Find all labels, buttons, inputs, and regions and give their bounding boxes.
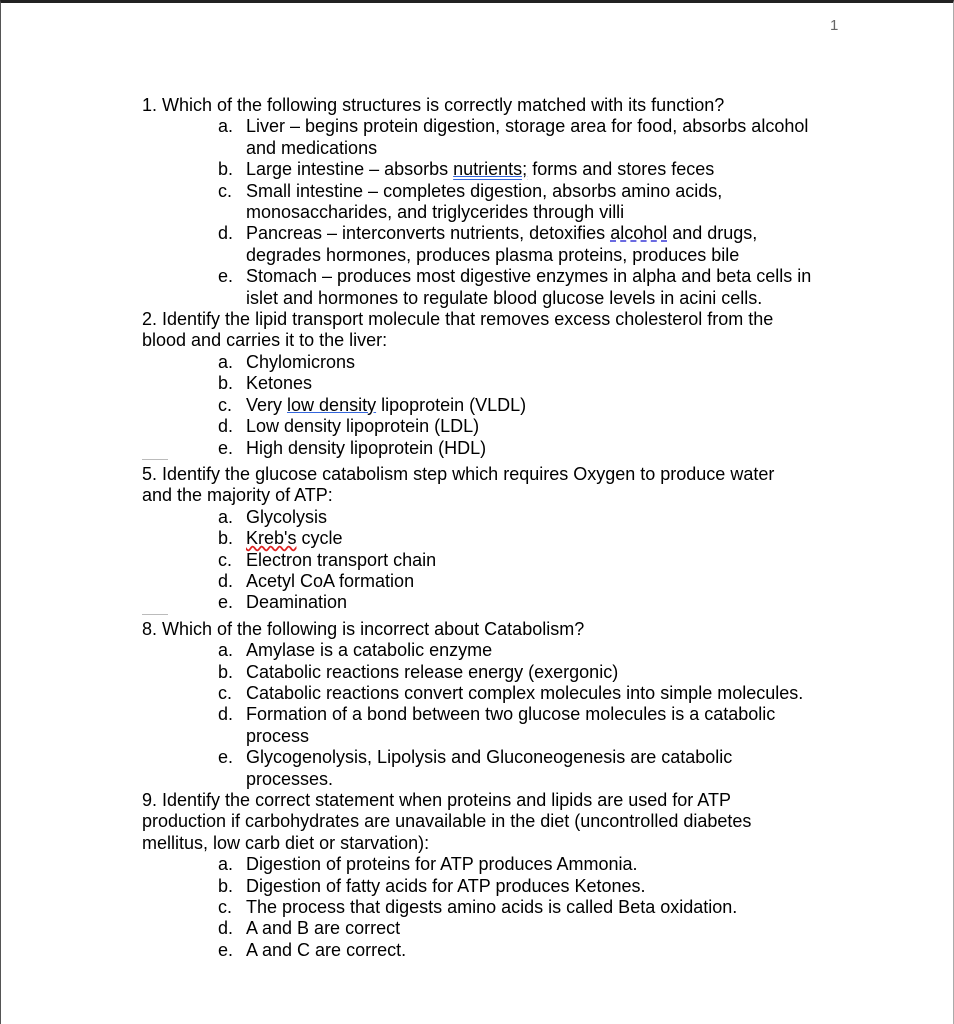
text-line [246, 138, 862, 159]
text-run: Large intestine – absorbs [246, 159, 454, 180]
answer-option [142, 181, 862, 224]
text-run: islet and hormones to regulate blood glucose levels in acini cells. [246, 287, 763, 308]
option-letter: d. [218, 416, 234, 437]
answer-option [142, 373, 862, 394]
answer-option [142, 416, 862, 437]
answer-option [142, 395, 862, 416]
text-line [246, 640, 862, 661]
text-line [246, 940, 862, 961]
option-letter: a. [218, 640, 234, 661]
answer-option [142, 747, 862, 790]
option-letter: c. [218, 180, 233, 201]
text-run: Amylase is a catabolic enzyme [246, 640, 493, 661]
question [142, 309, 862, 459]
option-letter: b. [218, 159, 234, 180]
text-line [246, 202, 862, 223]
text-line [246, 288, 862, 309]
option-letter: b. [218, 661, 234, 682]
text-line [246, 416, 862, 437]
text-line [246, 683, 862, 704]
flagged-word: Kreb's [246, 528, 297, 549]
text-run: process [246, 725, 310, 746]
text-run: Digestion of fatty acids for ATP produces Ketones. [246, 875, 646, 896]
question [142, 464, 862, 614]
option-letter: a. [218, 854, 234, 875]
text-line [246, 116, 862, 137]
text-run: 9. Identify the correct statement when proteins and lipids are used for ATP [142, 790, 731, 810]
option-letter: e. [218, 266, 234, 287]
text-run: blood and carries it to the liver: [142, 330, 388, 351]
text-run: Electron transport chain [246, 549, 437, 570]
option-letter: e. [218, 747, 234, 768]
text-line [246, 854, 862, 875]
answer-option [142, 918, 862, 939]
option-letter: e. [218, 437, 234, 458]
answer-option [142, 550, 862, 571]
text-run: Pancreas – interconverts nutrients, detoxifies [246, 223, 611, 244]
question-stem [142, 619, 862, 640]
text-line [246, 704, 862, 725]
flagged-word: alcohol [610, 223, 668, 244]
text-run: Low density lipoprotein (LDL) [246, 416, 480, 437]
flagged-word: nutrients; [453, 159, 528, 180]
text-run: A and C are correct. [246, 939, 407, 960]
answer-option [142, 683, 862, 704]
comment-marker [142, 459, 168, 460]
answer-option [142, 704, 862, 747]
text-line [246, 876, 862, 897]
text-line [142, 485, 862, 506]
question [142, 790, 862, 961]
text-run: Glycogenolysis, Lipolysis and Gluconeogenesis are catabolic [246, 747, 733, 768]
option-letter: c. [218, 682, 233, 703]
answer-option [142, 662, 862, 683]
answer-option [142, 352, 862, 373]
question [142, 95, 862, 309]
option-letter: a. [218, 351, 234, 372]
text-run: and drugs, [667, 223, 758, 244]
text-run: Acetyl CoA formation [246, 570, 415, 591]
option-letter: c. [218, 394, 233, 415]
text-run: Ketones [246, 373, 313, 394]
option-letter: e. [218, 592, 234, 613]
text-line [142, 309, 862, 330]
text-line [246, 918, 862, 939]
text-run: Deamination [246, 592, 348, 613]
text-line [246, 373, 862, 394]
text-run: The process that digests amino acids is called Beta oxidation. [246, 897, 738, 918]
answer-option [142, 528, 862, 549]
text-run: Glycolysis [246, 506, 328, 527]
text-line [246, 897, 862, 918]
text-line [246, 181, 862, 202]
answer-option [142, 940, 862, 961]
text-run: Very [246, 394, 288, 415]
text-line [246, 352, 862, 373]
option-letter: d. [218, 570, 234, 591]
text-run: A and B are correct [246, 918, 401, 939]
answer-option [142, 897, 862, 918]
question-stem [142, 95, 862, 116]
option-letter: d. [218, 223, 234, 244]
text-line [246, 245, 862, 266]
text-run: Stomach – produces most digestive enzymes in alpha and beta cells in [246, 266, 812, 287]
text-run: Formation of a bond between two glucose molecules is a catabolic [246, 704, 776, 725]
answer-option [142, 592, 862, 613]
text-run: forms and stores feces [527, 159, 715, 180]
text-line [246, 223, 862, 244]
text-line [142, 464, 862, 485]
text-run: production if carbohydrates are unavailable in the diet (uncontrolled diabetes [142, 811, 752, 832]
comment-marker [142, 614, 168, 615]
question-stem [142, 790, 862, 854]
flagged-word: low density [287, 394, 377, 415]
text-line [246, 528, 862, 549]
text-run: 5. Identify the glucose catabolism step which requires Oxygen to produce water [142, 463, 775, 484]
text-run: High density lipoprotein (HDL) [246, 437, 487, 458]
option-letter: b. [218, 528, 234, 549]
question [142, 619, 862, 790]
text-run: monosaccharides, and triglycerides through villi [246, 202, 625, 223]
answer-option [142, 159, 862, 180]
text-run: and the majority of ATP: [142, 485, 333, 506]
option-letter: d. [218, 704, 234, 725]
text-line [142, 619, 862, 640]
text-run: Catabolic reactions release energy (exergonic) [246, 661, 619, 682]
text-run: Small intestine – completes digestion, absorbs amino acids, [246, 180, 723, 201]
answer-option [142, 223, 862, 266]
text-run: mellitus, low carb diet or starvation): [142, 832, 430, 853]
option-letter: c. [218, 549, 233, 570]
text-run: Liver – begins protein digestion, storage area for food, absorbs alcohol [246, 116, 809, 137]
answer-option [142, 571, 862, 592]
text-line [246, 592, 862, 613]
text-line [246, 662, 862, 683]
text-run: 8. Which of the following is incorrect about Catabolism? [142, 618, 585, 639]
text-line [246, 571, 862, 592]
text-line [246, 395, 862, 416]
answer-option [142, 507, 862, 528]
text-run: Digestion of proteins for ATP produces Ammonia. [246, 854, 638, 875]
text-run: cycle [296, 528, 343, 549]
text-line [246, 747, 862, 768]
option-letter: b. [218, 373, 234, 394]
answer-option [142, 266, 862, 309]
text-run: and medications [246, 137, 378, 158]
option-letter: b. [218, 875, 234, 896]
text-run: degrades hormones, produces plasma proteins, produces bile [246, 244, 740, 265]
text-line [142, 790, 862, 811]
text-line [246, 438, 862, 459]
text-line [246, 507, 862, 528]
answer-option [142, 854, 862, 875]
text-line [142, 330, 862, 351]
text-line [142, 95, 862, 116]
option-letter: c. [218, 897, 233, 918]
text-run: 1. Which of the following structures is correctly matched with its function? [142, 95, 725, 115]
text-run: 2. Identify the lipid transport molecule that removes excess cholesterol from the [142, 309, 774, 330]
text-line [246, 159, 862, 180]
answer-option [142, 438, 862, 459]
document-body [142, 95, 862, 961]
option-letter: d. [218, 918, 234, 939]
option-letter: e. [218, 939, 234, 960]
text-line [246, 726, 862, 747]
text-run: Catabolic reactions convert complex molecules into simple molecules. [246, 682, 804, 703]
text-line [246, 266, 862, 287]
answer-option [142, 116, 862, 159]
option-letter: a. [218, 116, 234, 137]
text-run: lipoprotein (VLDL) [376, 394, 527, 415]
option-letter: a. [218, 506, 234, 527]
text-run: processes. [246, 768, 334, 789]
answer-option [142, 640, 862, 661]
question-stem [142, 464, 862, 507]
text-run: Chylomicrons [246, 351, 356, 372]
question-stem [142, 309, 862, 352]
text-line [246, 769, 862, 790]
page-number: 1 [830, 17, 839, 34]
answer-option [142, 876, 862, 897]
text-line [142, 811, 862, 832]
text-line [142, 833, 862, 854]
text-line [246, 550, 862, 571]
